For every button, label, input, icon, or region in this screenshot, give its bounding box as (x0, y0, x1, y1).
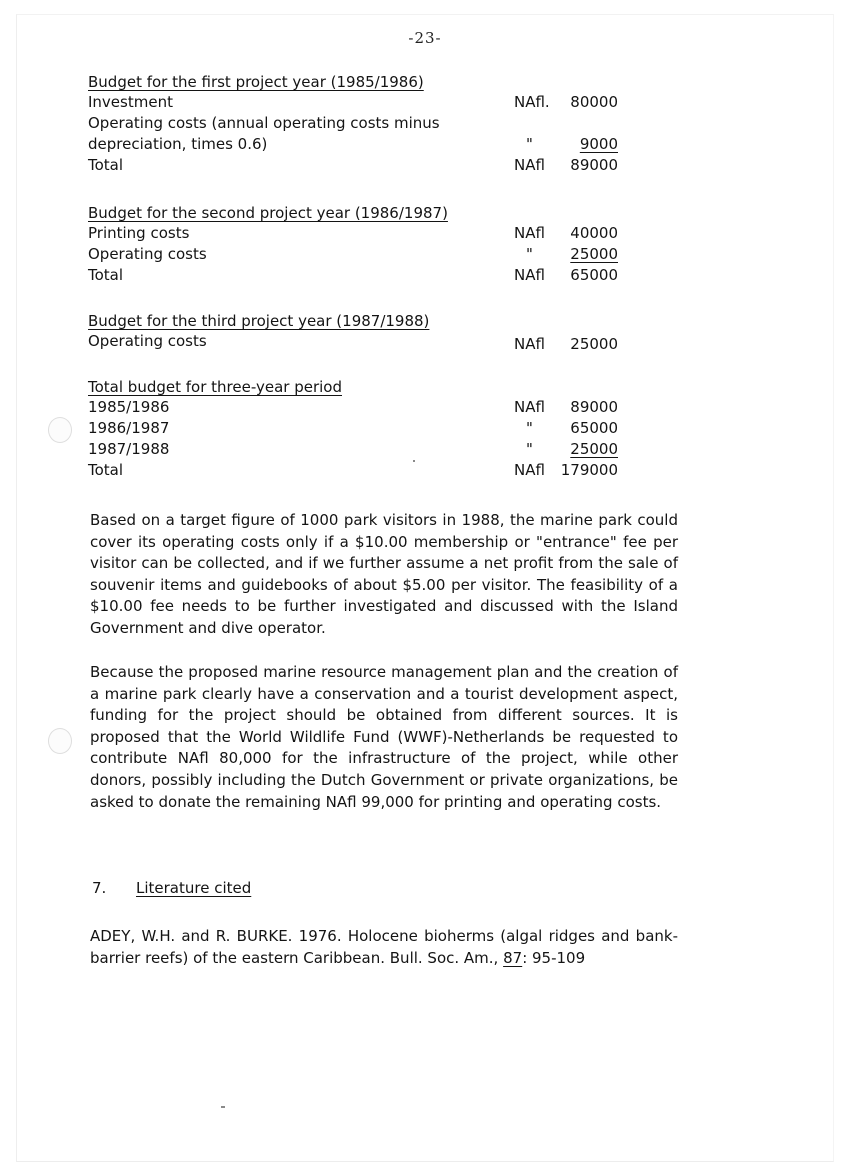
row-currency: NAfl. (514, 93, 550, 111)
budget-row (88, 113, 618, 134)
row-amount: 25000 (570, 245, 618, 263)
row-label: Total (88, 461, 124, 479)
ditto-mark: " (526, 419, 533, 437)
row-amount: 9000 (579, 135, 618, 153)
reference-pages: : 95-109 (522, 948, 586, 967)
row-label: Total (88, 266, 124, 284)
budget-row (88, 460, 618, 481)
row-label: Printing costs (88, 224, 190, 242)
row-label: Investment (88, 93, 173, 111)
row-amount: 179000 (560, 461, 618, 479)
row-label: Operating costs (88, 332, 207, 350)
budget-row (88, 265, 618, 286)
row-amount: 65000 (570, 419, 618, 437)
row-currency: NAfl (514, 266, 545, 284)
row-label: Operating costs (annual operating costs minus (88, 114, 440, 132)
row-amount: 80000 (570, 93, 618, 111)
row-currency: NAfl (514, 461, 545, 479)
ditto-mark: " (526, 440, 533, 458)
reference-text: ADEY, W.H. and R. BURKE. 1976. Holocene bioherms (algal ridges and bank-barrier reefs) of the eastern Caribbean. Bull. Soc. Am., (90, 927, 678, 967)
row-label: Total (88, 156, 124, 174)
budget-total-three-year (88, 377, 618, 481)
budget-second-year (88, 203, 618, 286)
row-currency: NAfl (514, 398, 545, 416)
section-heading: Budget for the second project year (1986/1987) (88, 204, 448, 222)
row-amount: 25000 (570, 335, 618, 353)
row-label: Operating costs (88, 245, 207, 263)
row-currency: NAfl (514, 224, 545, 242)
budget-row (88, 155, 618, 176)
section-heading: Total budget for three-year period (88, 378, 342, 396)
section-heading: Budget for the first project year (1985/1986) (88, 73, 424, 91)
budget-third-year (88, 311, 618, 352)
row-amount: 89000 (570, 398, 618, 416)
budget-row (88, 418, 618, 439)
row-label: depreciation, times 0.6) (88, 135, 268, 153)
budget-first-year (88, 72, 618, 176)
row-amount: 89000 (570, 156, 618, 174)
row-currency: NAfl (514, 335, 545, 353)
page-number: -23- (408, 29, 442, 47)
budget-row (88, 439, 618, 460)
reference-entry (90, 926, 678, 969)
budget-row (88, 92, 618, 113)
paragraph-funding-sources: Because the proposed marine resource management plan and the creation of a marine park clearly have a conservation and a tourist development aspect, funding for the project should be obtained from different sources. It is proposed that the World Wildlife Fund (WWF)-Netherlands be requested to contribute NAfl 80,000 for the infrastructure of the project, while other donors, possibly including the Dutch Government or private organizations, be asked to donate the remaining NAfl 99,000 for printing and operating costs. (90, 663, 678, 811)
paragraph-visitor-funding: Based on a target figure of 1000 park visitors in 1988, the marine park could cover its operating costs only if a $10.00 membership or "entrance" fee per visitor can be collected, and if we further assume a net profit from the sale of souvenir items and guidebooks of about $5.00 per visitor. The feasibility of a $10.00 fee needs to be further investigated and discussed with the Island Government and dive operator. (90, 511, 678, 637)
budget-row (88, 331, 618, 352)
row-amount: 65000 (570, 266, 618, 284)
scan-speck (221, 1106, 225, 1108)
row-label: 1986/1987 (88, 419, 170, 437)
row-label: 1987/1988 (88, 440, 170, 458)
row-currency: NAfl (514, 156, 545, 174)
row-label: 1985/1986 (88, 398, 170, 416)
budget-row (88, 134, 618, 155)
ditto-mark: " (526, 135, 533, 153)
row-amount: 25000 (570, 440, 618, 458)
budget-row (88, 244, 618, 265)
row-amount: 40000 (570, 224, 618, 242)
budget-row (88, 397, 618, 418)
budget-row (88, 223, 618, 244)
binder-hole-lower (48, 728, 72, 754)
ditto-mark: " (526, 245, 533, 263)
section-number: 7. (92, 879, 107, 897)
reference-volume: 87 (503, 948, 523, 967)
binder-hole-upper (48, 417, 72, 443)
section-title: Literature cited (136, 879, 252, 897)
section-heading: Budget for the third project year (1987/1988) (88, 312, 430, 330)
